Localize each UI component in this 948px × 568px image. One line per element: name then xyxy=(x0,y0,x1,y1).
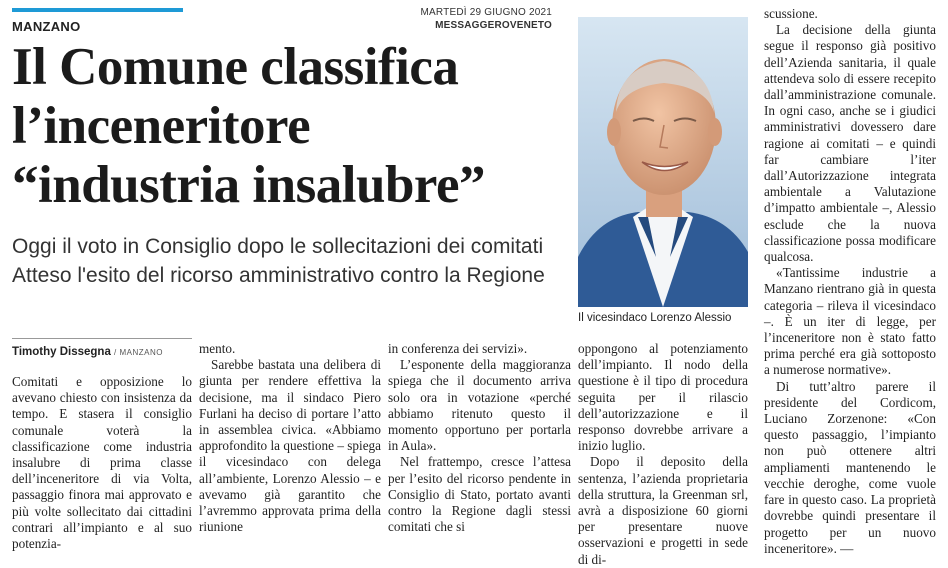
dateline xyxy=(400,6,552,32)
issue-date: MARTEDÌ 29 GIUGNO 2021 xyxy=(420,7,552,18)
headline-line: l’inceneritore xyxy=(12,97,311,155)
author-name: Timothy Dissegna xyxy=(12,346,111,358)
byline-separator: / xyxy=(114,348,120,357)
byline-divider xyxy=(12,338,192,339)
byline xyxy=(12,346,163,358)
paragraph: Comitati e opposizione lo avevano chiesto con insistenza da tempo. E stasera il consiglio comunale voterà la classificazione come industria insalubre di prima classe dell’inceneritore di via Volta, passaggio finora mai approvato e più volte sollecitato dai cittadini contrari all’impianto e al suo potenzia- xyxy=(12,374,192,552)
section-label: MANZANO xyxy=(12,19,81,34)
portrait-illustration xyxy=(578,17,748,307)
article-column-5 xyxy=(764,6,936,557)
paragraph: Sarebbe bastata una delibera di giunta per rendere effettiva la decisione, ma il sindaco Piero Furlani ha deciso di portare l’atto in assemblea civica. «Abbiamo approfondito la questione – spiega il vicesindaco con delega all’ambiente, Lorenzo Alessio – e avevamo già garantito che l’avremmo approvata prima della riunione xyxy=(199,357,381,535)
subheadline-line: Atteso l'esito del ricorso amministrativo contro la Regione xyxy=(12,264,545,287)
subheadline xyxy=(12,232,572,290)
paragraph: L’esponente della maggioranza spiega che il documento arriva solo ora in votazione «perché abbiamo ritenuto questo il momento opportuno per portarla in Aula». xyxy=(388,357,571,454)
section-accent-bar xyxy=(12,8,183,12)
paragraph: Nel frattempo, cresce l’attesa per l’esito del ricorso pendente in Consiglio di Stato, portato avanti contro la Regione dagli stessi comitati che si xyxy=(388,454,571,535)
article-column-2 xyxy=(199,341,381,535)
headline-line: “industria insalubre” xyxy=(12,156,486,214)
byline-location: MANZANO xyxy=(119,348,163,357)
publication-name: MESSAGGEROVENETO xyxy=(435,20,552,31)
headline-line: Il Comune classifica xyxy=(12,38,459,96)
portrait-photo xyxy=(578,17,748,307)
paragraph: La decisione della giunta segue il responso già positivo dell’Azienda sanitaria, il quale attendeva solo di essere recepito dall’amministrazione comunale. In ogni caso, anche se i giudici amministrativi dovessero dare ragione ai comitati – e quindi far cambiare l’iter dall’Autorizzazione integrata ambientale a Valutazione d’impatto ambientale –, Alessio esclude che la nuova classificazione possa modificare qualcosa. xyxy=(764,22,936,265)
photo-caption: Il vicesindaco Lorenzo Alessio xyxy=(578,312,732,324)
article-column-1 xyxy=(12,374,192,552)
article-column-3 xyxy=(388,341,571,535)
paragraph: «Tantissime industrie a Manzano rientrano già in questa categoria – rileva il vicesindaco –. È un iter di legge, per l’inceneritore non è stato fatto prima perché era già sottoposto a numerose normative». xyxy=(764,265,936,378)
headline xyxy=(12,38,572,215)
paragraph: Di tutt’altro parere il presidente del Cordicom, Luciano Zorzenone: «Con questo passaggio, l’impianto non può ottenere altri ampliamenti mantenendo le vecchie deroghe, come vuole fare in questo caso. La proprietà dovrebbe quindi presentare il progetto per un nuovo inceneritore». — xyxy=(764,378,936,556)
paragraph: scussione. xyxy=(764,6,818,21)
paragraph: Dopo il deposito della sentenza, l’azienda proprietaria della struttura, la Greenman srl, avrà a disposizione 60 giorni per presentare nuove osservazioni e progetti in sede di di- xyxy=(578,454,748,567)
subheadline-line: Oggi il voto in Consiglio dopo le sollecitazioni dei comitati xyxy=(12,235,544,258)
article-column-4 xyxy=(578,341,748,568)
paragraph: mento. xyxy=(199,341,236,356)
paragraph: in conferenza dei servizi». xyxy=(388,341,528,356)
paragraph: oppongono al potenziamento dell’impianto. Il nodo della questione è il tipo di procedura seguita per il rilascio dell’autorizzazione e il responso dovrebbe arrivare a inizio luglio. xyxy=(578,341,748,454)
